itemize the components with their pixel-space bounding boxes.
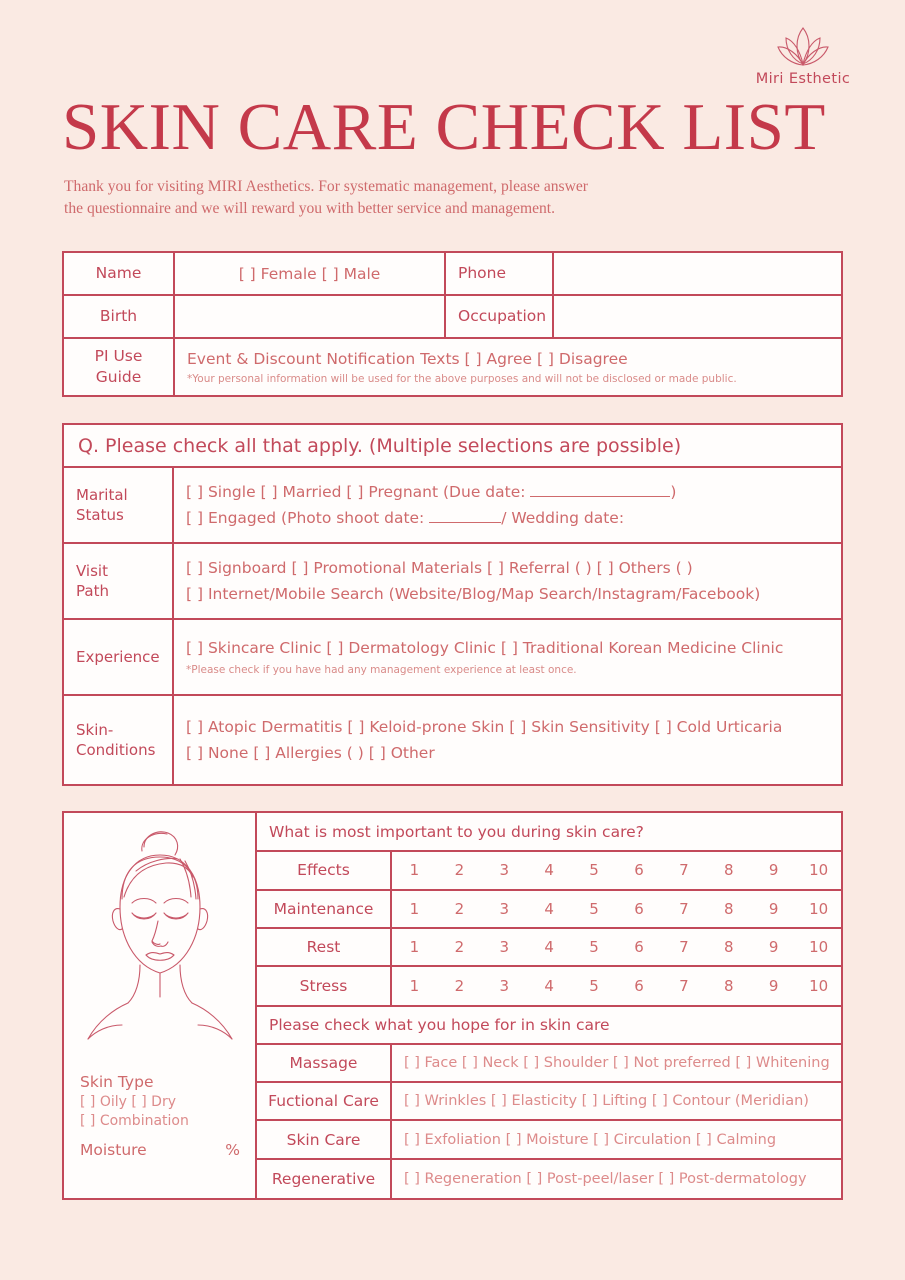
occupation-label-cell — [446, 296, 554, 337]
rating-option[interactable]: 8 — [724, 938, 734, 957]
importance-row-label-rest: Rest — [257, 929, 392, 965]
hope-options-functional-care[interactable]: [ ] Wrinkles [ ] Elasticity [ ] Lifting [ ] Contour (Meridian) — [404, 1093, 809, 1110]
rating-option[interactable]: 4 — [544, 861, 554, 880]
birth-label: Birth — [99, 307, 138, 325]
table-row — [257, 1121, 841, 1159]
name-label: Name — [95, 264, 142, 282]
questions-heading: Q. Please check all that apply. (Multiple selections are possible) — [64, 425, 841, 468]
rating-option[interactable]: 8 — [724, 899, 734, 918]
rating-scale-rest[interactable] — [392, 929, 841, 965]
page-subtitle — [64, 176, 704, 220]
table-row — [64, 253, 841, 296]
marital-status-line-2[interactable] — [186, 505, 841, 531]
rating-option[interactable]: 7 — [679, 861, 689, 880]
rating-option[interactable]: 10 — [809, 861, 829, 880]
skin-conditions-label-line-2: Conditions — [76, 741, 156, 759]
table-row — [257, 852, 841, 890]
hope-row-label-functional-care: Fuctional Care — [257, 1083, 392, 1119]
skin-conditions-label-cell — [64, 696, 174, 784]
marital-status-label-line-1: Marital — [76, 486, 128, 504]
marital-status-line-2-pre[interactable]: [ ] Engaged (Photo shoot date: — [186, 509, 430, 527]
rating-option[interactable]: 7 — [679, 938, 689, 957]
rating-option[interactable]: 2 — [454, 861, 465, 880]
lotus-icon — [743, 24, 863, 70]
rating-option[interactable]: 9 — [768, 899, 779, 918]
skin-type-label: Skin Type — [80, 1073, 154, 1091]
rating-option[interactable]: 4 — [544, 938, 554, 957]
pi-label-line-1: PI Use — [94, 347, 143, 365]
rating-option[interactable]: 3 — [499, 899, 510, 918]
rating-option[interactable]: 3 — [499, 861, 510, 880]
importance-row-label-stress: Stress — [257, 967, 392, 1005]
rating-option[interactable]: 2 — [454, 899, 465, 918]
experience-options-cell[interactable] — [174, 620, 841, 694]
rating-option[interactable]: 5 — [589, 977, 599, 996]
table-row — [257, 929, 841, 967]
table-row — [257, 1083, 841, 1121]
marital-status-options-cell[interactable] — [174, 468, 841, 542]
visit-path-line-2[interactable]: [ ] Internet/Mobile Search (Website/Blog/Map Search/Instagram/Facebook) — [186, 585, 761, 603]
rating-scale-effects[interactable] — [392, 852, 841, 888]
rating-option[interactable]: 3 — [499, 977, 510, 996]
rating-option[interactable]: 5 — [589, 899, 599, 918]
visit-path-label-line-1: Visit — [76, 562, 108, 580]
rating-option[interactable]: 5 — [589, 861, 599, 880]
bottom-section — [62, 811, 843, 1200]
pi-use-guide-label-cell — [64, 339, 175, 395]
moisture-unit: % — [225, 1141, 240, 1159]
pi-consent-cell[interactable] — [175, 339, 841, 395]
hope-options-regenerative[interactable]: [ ] Regeneration [ ] Post-peel/laser [ ] Post-dermatology — [404, 1170, 807, 1187]
rating-option[interactable]: 10 — [809, 899, 829, 918]
rating-option[interactable]: 4 — [544, 977, 554, 996]
rating-option[interactable]: 6 — [634, 977, 644, 996]
rating-option[interactable]: 7 — [679, 899, 689, 918]
marital-status-line-1-pre[interactable]: [ ] Single [ ] Married [ ] Pregnant (Due date: — [186, 483, 531, 501]
hope-options-massage[interactable]: [ ] Face [ ] Neck [ ] Shoulder [ ] Not preferred [ ] Whitening — [404, 1054, 830, 1071]
hope-options-skin-care[interactable]: [ ] Exfoliation [ ] Moisture [ ] Circulation [ ] Calming — [404, 1131, 777, 1148]
table-row — [257, 1160, 841, 1198]
preferences-panel — [255, 811, 843, 1200]
phone-label-cell — [446, 253, 554, 294]
name-label-cell — [64, 253, 175, 294]
importance-heading: What is most important to you during skin care? — [257, 813, 841, 852]
rating-option[interactable]: 5 — [589, 938, 599, 957]
hope-row-label-massage: Massage — [257, 1045, 392, 1081]
questions-table — [62, 423, 843, 786]
rating-option[interactable]: 9 — [768, 938, 779, 957]
birth-input-cell[interactable] — [175, 296, 446, 337]
rating-option[interactable]: 9 — [768, 977, 779, 996]
page-title: SKIN CARE CHECK LIST — [62, 90, 826, 164]
skin-conditions-options-cell[interactable] — [174, 696, 841, 784]
experience-note: *Please check if you have had any management experience at least once. — [186, 664, 577, 676]
marital-status-label-line-2: Status — [76, 506, 124, 524]
rating-scale-maintenance[interactable] — [392, 891, 841, 927]
rating-option[interactable]: 8 — [724, 861, 734, 880]
rating-option[interactable]: 3 — [499, 938, 510, 957]
phone-input-cell[interactable] — [554, 253, 841, 294]
female-face-line-art-icon — [74, 825, 246, 1069]
hope-row-label-skin-care: Skin Care — [257, 1121, 392, 1157]
rating-option[interactable]: 8 — [724, 977, 734, 996]
table-row — [257, 891, 841, 929]
rating-option[interactable]: 1 — [409, 938, 420, 957]
moisture-label: Moisture — [80, 1141, 147, 1159]
table-row — [64, 468, 841, 544]
skin-type-block — [80, 1071, 189, 1131]
skin-conditions-label-line-1: Skin- — [76, 721, 114, 739]
visit-path-label-line-2: Path — [76, 582, 109, 600]
marital-status-line-2-post[interactable]: / Wedding date: — [501, 509, 625, 527]
table-row — [64, 339, 841, 395]
table-row — [64, 620, 841, 696]
brand-name: Miri Esthetic — [755, 71, 851, 87]
hopes-heading: Please check what you hope for in skin care — [257, 1005, 841, 1044]
personal-info-table — [62, 251, 843, 397]
marital-status-line-1[interactable] — [186, 479, 841, 505]
pi-label-line-2: Guide — [95, 368, 142, 386]
rating-option[interactable]: 6 — [634, 861, 644, 880]
rating-option[interactable]: 6 — [634, 938, 644, 957]
table-row — [64, 544, 841, 620]
skin-type-option-row-2[interactable]: [ ] Combination — [80, 1113, 189, 1129]
rating-option[interactable]: 1 — [409, 899, 420, 918]
subtitle-line-2: the questionnaire and we will reward you with better service and management. — [64, 200, 556, 217]
experience-label-cell — [64, 620, 174, 694]
visit-path-line-1[interactable]: [ ] Signboard [ ] Promotional Materials [ ] Referral ( ) [ ] Others ( ) — [186, 559, 693, 577]
brand-logo — [743, 24, 863, 87]
rating-option[interactable]: 10 — [809, 938, 829, 957]
birth-label-cell — [64, 296, 175, 337]
table-row — [257, 967, 841, 1005]
skin-conditions-line-1[interactable]: [ ] Atopic Dermatitis [ ] Keloid-prone Skin [ ] Skin Sensitivity [ ] Cold Urticaria — [186, 718, 783, 736]
pi-disclaimer-note: *Your personal information will be used for the above purposes and will not be disclosed or made public. — [187, 372, 737, 385]
rating-option[interactable]: 10 — [809, 977, 829, 996]
rating-option[interactable]: 6 — [634, 899, 644, 918]
occupation-input-cell[interactable] — [554, 296, 841, 337]
phone-label: Phone — [458, 264, 507, 282]
visit-path-label-cell — [64, 544, 174, 618]
due-date-blank[interactable] — [530, 496, 670, 497]
importance-row-label-effects: Effects — [257, 852, 392, 888]
gender-options[interactable]: [ ] Female [ ] Male — [238, 264, 381, 283]
gender-field-cell[interactable] — [175, 253, 446, 294]
skin-type-panel — [62, 811, 255, 1200]
marital-status-label-cell — [64, 468, 174, 542]
importance-row-label-maintenance: Maintenance — [257, 891, 392, 927]
skin-conditions-line-2[interactable]: [ ] None [ ] Allergies ( ) [ ] Other — [186, 744, 435, 762]
moisture-row — [80, 1141, 240, 1159]
hope-row-label-regenerative: Regenerative — [257, 1160, 392, 1198]
rating-option[interactable]: 2 — [454, 977, 465, 996]
rating-option[interactable]: 4 — [544, 899, 554, 918]
skin-type-option-row-1[interactable]: [ ] Oily [ ] Dry — [80, 1094, 177, 1110]
occupation-label: Occupation — [458, 307, 547, 325]
pi-consent-options[interactable]: Event & Discount Notification Texts [ ] Agree [ ] Disagree — [187, 349, 628, 368]
marital-status-line-1-post: ) — [670, 483, 677, 501]
rating-option[interactable]: 1 — [409, 977, 420, 996]
rating-option[interactable]: 9 — [768, 861, 779, 880]
rating-scale-stress[interactable] — [392, 967, 841, 1005]
visit-path-options-cell[interactable] — [174, 544, 841, 618]
experience-line-1[interactable]: [ ] Skincare Clinic [ ] Dermatology Clinic [ ] Traditional Korean Medicine Clinic — [186, 639, 784, 657]
rating-option[interactable]: 2 — [454, 938, 465, 957]
rating-option[interactable]: 7 — [679, 977, 689, 996]
table-row — [257, 1045, 841, 1083]
subtitle-line-1: Thank you for visiting MIRI Aesthetics. For systematic management, please answer — [64, 178, 589, 195]
rating-option[interactable]: 1 — [409, 861, 420, 880]
experience-label: Experience — [76, 648, 160, 666]
table-row — [64, 296, 841, 339]
photo-shoot-date-blank[interactable] — [429, 522, 501, 523]
table-row — [64, 696, 841, 784]
